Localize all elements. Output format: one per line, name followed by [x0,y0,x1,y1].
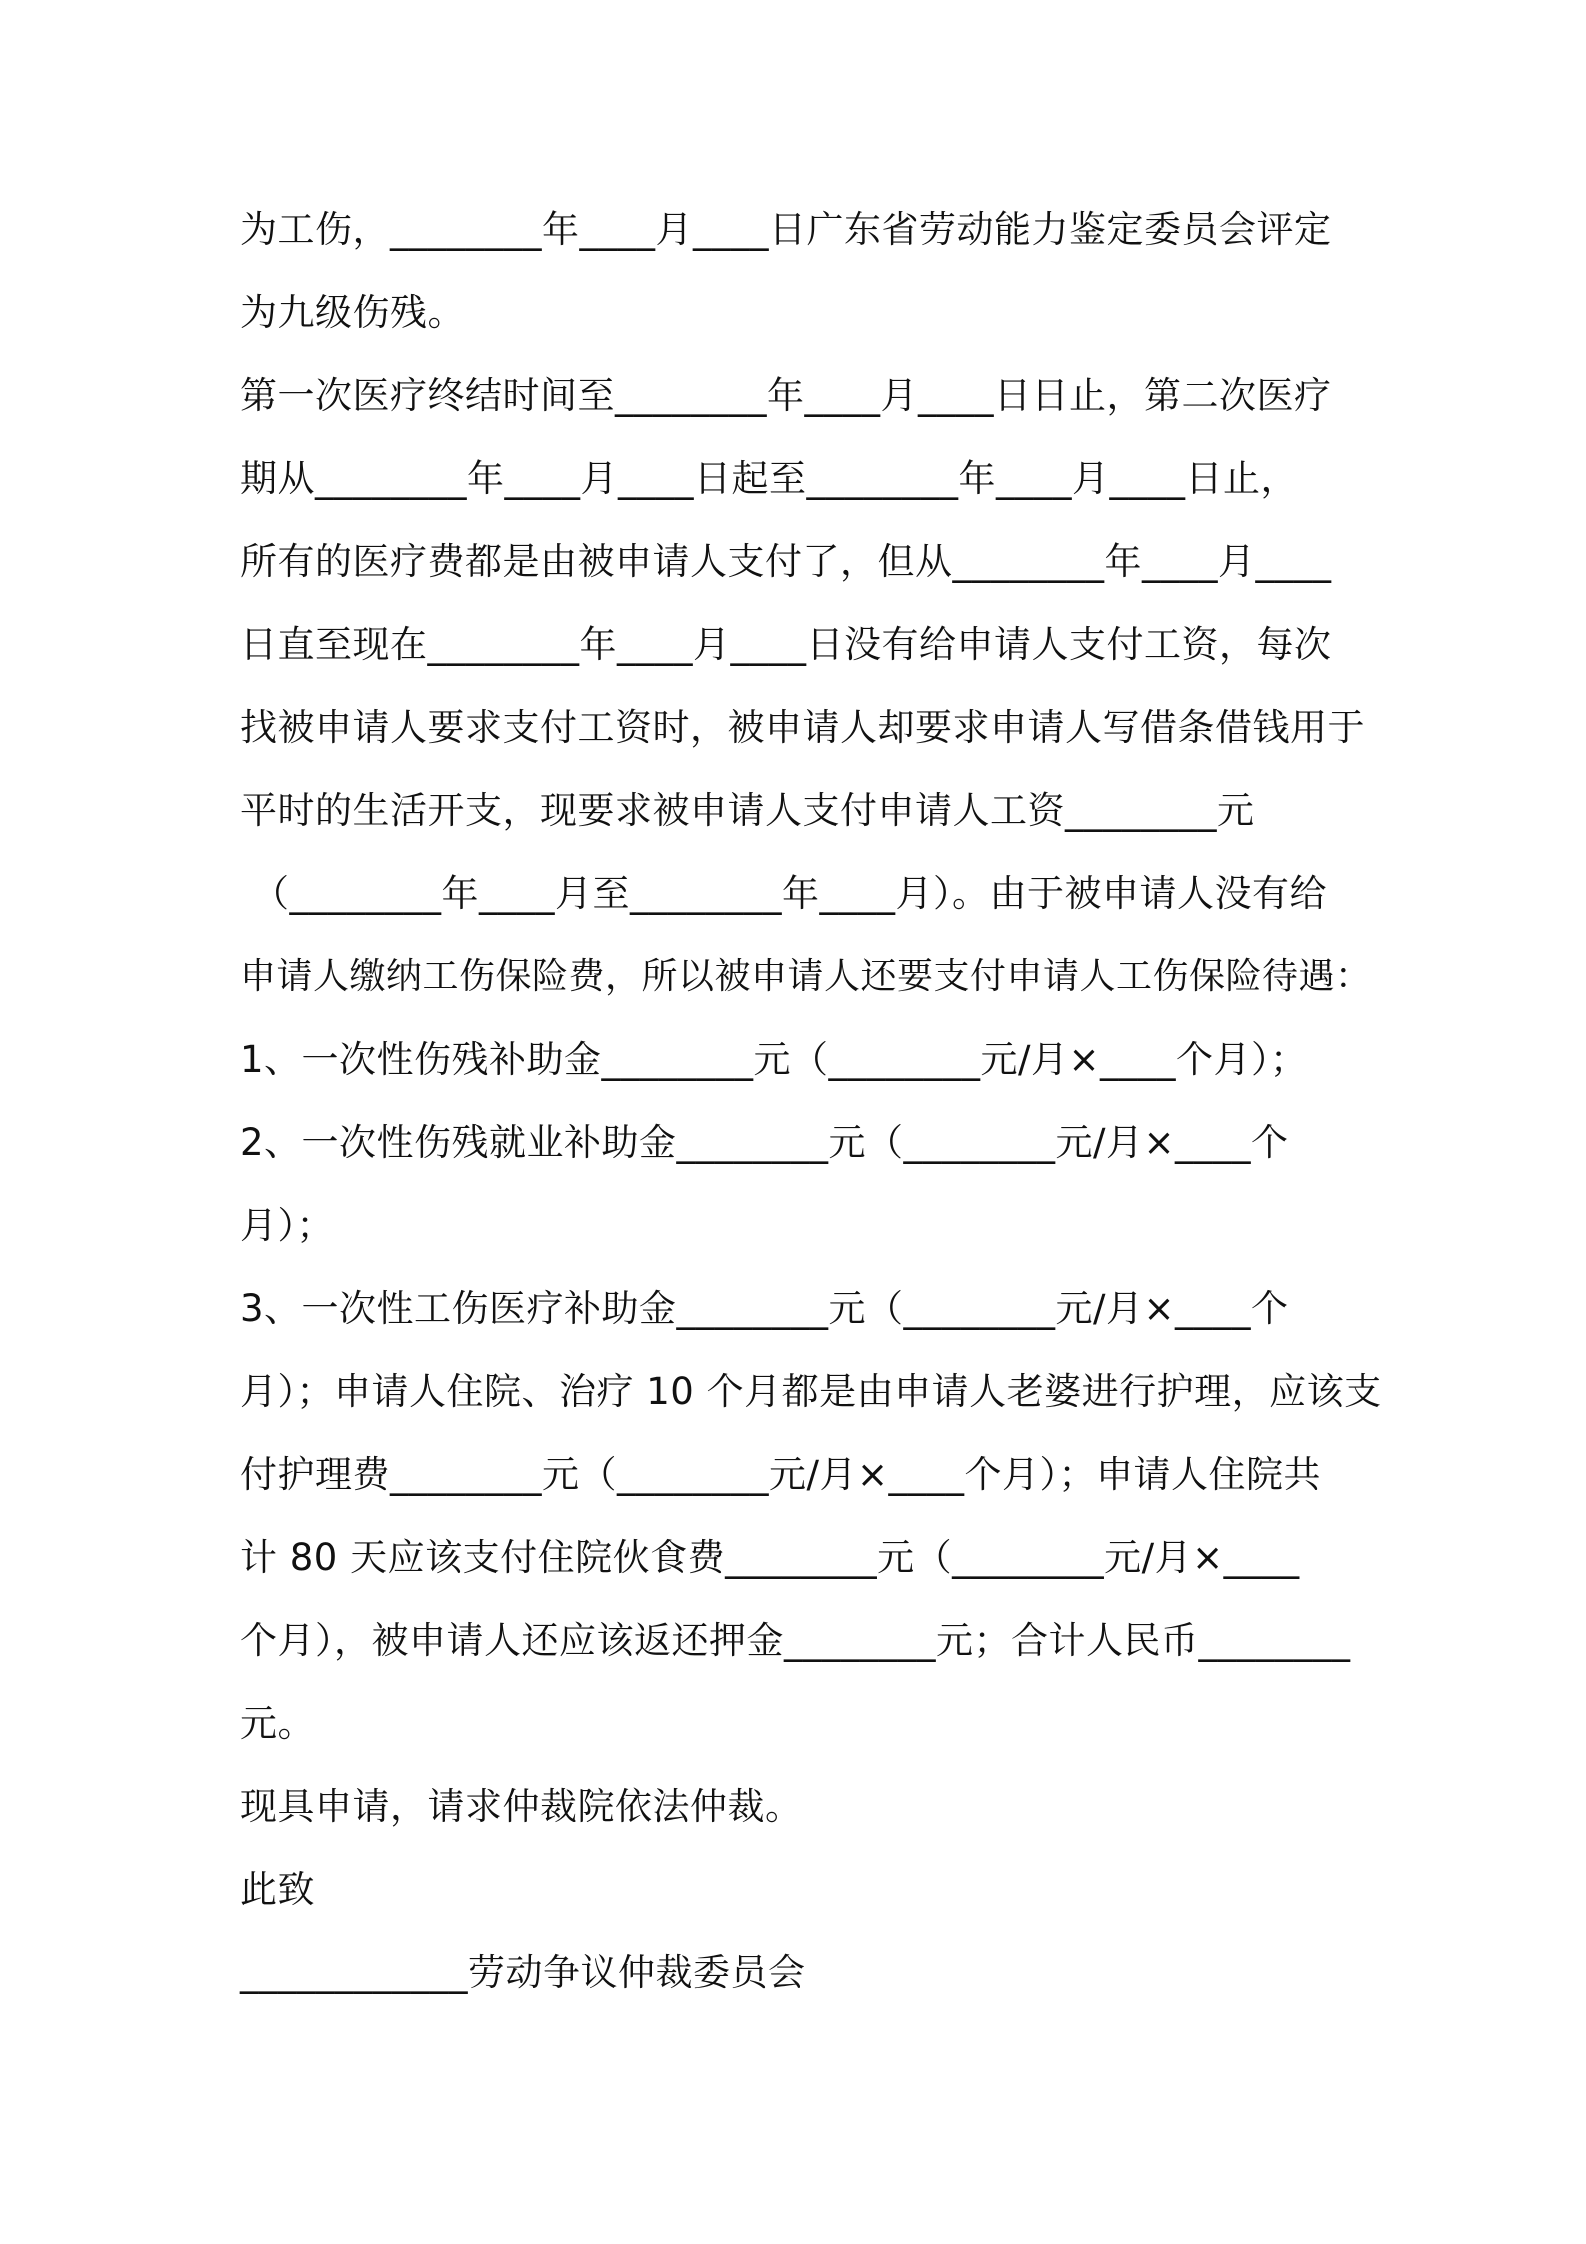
text-line: 个月），被申请人还应该返还押金________元；合计人民币________ [240,1619,1351,1662]
text-line: 此致 [240,1868,315,1911]
text-line: 付护理费________元（________元/月×____个月）；申请人住院共 [240,1453,1321,1496]
text-line: 为工伤，________年____月____日广东省劳动能力鉴定委员会评定 [240,208,1332,251]
text-line: 计 80 天应该支付住院伙食费________元（________元/月×____ [240,1536,1300,1579]
text-line: 现具申请，请求仲裁院依法仲裁。 [240,1785,803,1828]
text-line: 为九级伤残。 [240,291,465,334]
text-line: 找被申请人要求支付工资时，被申请人却要求申请人写借条借钱用于 [240,706,1365,749]
text-line: ____________劳动争议仲裁委员会 [240,1951,806,1994]
text-line: 所有的医疗费都是由被申请人支付了，但从________年____月____ [240,540,1332,583]
text-line: 月）；申请人住院、治疗 10 个月都是由申请人老婆进行护理，应该支 [240,1370,1382,1413]
text-line: 日直至现在________年____月____日没有给申请人支付工资，每次 [240,623,1332,666]
text-line: 第一次医疗终结时间至________年____月____日日止，第二次医疗 [240,374,1332,417]
text-line: （________年____月至________年____月）。由于被申请人没有给 [252,872,1327,915]
text-line: 元。 [240,1702,315,1745]
text-line: 2、一次性伤残就业补助金________元（________元/月×____个 [240,1121,1289,1164]
text-line: 平时的生活开支，现要求被申请人支付申请人工资________元 [240,789,1255,832]
text-line: 3、一次性工伤医疗补助金________元（________元/月×____个 [240,1287,1289,1330]
text-line: 月）； [240,1204,334,1247]
text-line: 申请人缴纳工伤保险费，所以被申请人还要支付申请人工伤保险待遇： [240,956,1372,997]
text-line: 1、一次性伤残补助金________元（________元/月×____个月）； [240,1038,1308,1081]
text-line: 期从________年____月____日起至________年____月____日止， [240,457,1298,500]
